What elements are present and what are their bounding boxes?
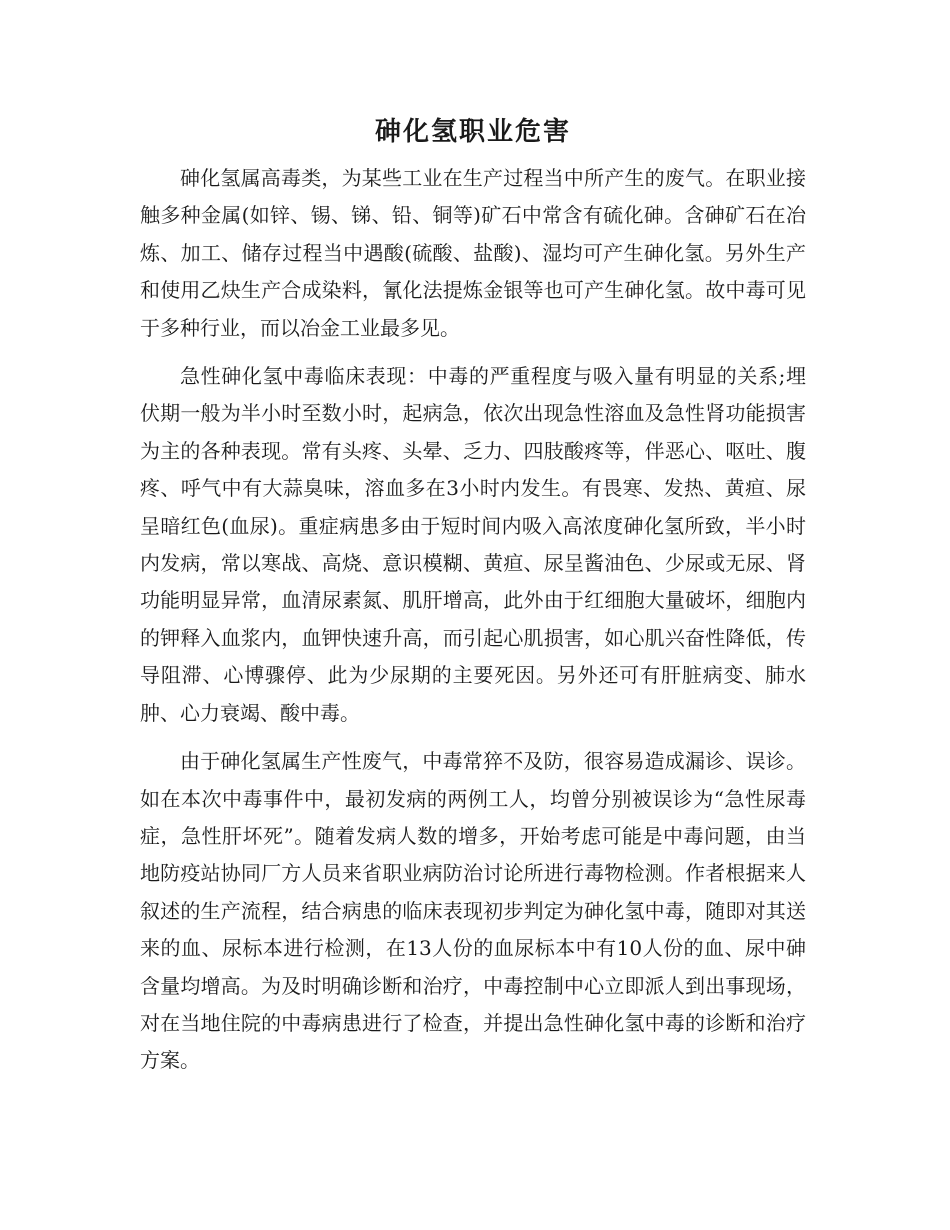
- paragraph-clinical-manifestations: 急性砷化氢中毒临床表现：中毒的严重程度与吸入量有明显的关系;埋伏期一般为半小时至数小时，起病急，依次出现急性溶血及急性肾功能损害为主的各种表现。常有头疼、头晕、乏力、四肢酸疼等，伴恶心、呕吐、腹疼、呼气中有大蒜臭味，溶血多在3小时内发生。有畏寒、发热、黄疸、尿呈暗红色(血尿)。重症病患多由于短时间内吸入高浓度砷化氢所致，半小时内发病，常以寒战、高烧、意识模糊、黄疸、尿呈酱油色、少尿或无尿、肾功能明显异常，血清尿素氮、肌肝增高，此外由于红细胞大量破坏，细胞内的钾释入血浆内，血钾快速升高，而引起心肌损害，如心肌兴奋性降低，传导阻滞、心博骤停、此为少尿期的主要死因。另外还可有肝脏病变、肺水肿、心力衰竭、酸中毒。: [140, 364, 806, 725]
- document-page: [140, 112, 806, 1091]
- paragraph-diagnosis-case: 由于砷化氢属生产性废气，中毒常猝不及防，很容易造成漏诊、误诊。如在本次中毒事件中，最初发病的两例工人，均曾分别被误诊为“急性尿毒症，急性肝坏死”。随着发病人数的增多，开始考虑可能是中毒问题，由当地防疫站协同厂方人员来省职业病防治讨论所进行毒物检测。作者根据来人叙述的生产流程，结合病患的临床表现初步判定为砷化氢中毒，随即对其送来的血、尿标本进行检测，在13人份的血尿标本中有10人份的血、尿中砷含量均增高。为及时明确诊断和治疗，中毒控制中心立即派人到出事现场，对在当地住院的中毒病患进行了检查，并提出急性砷化氢中毒的诊断和治疗方案。: [140, 749, 806, 1073]
- page-title: 砷化氢职业危害: [374, 117, 571, 147]
- paragraph-overview: 砷化氢属高毒类，为某些工业在生产过程当中所产生的废气。在职业接触多种金属(如锌、锡、锑、铅、铜等)矿石中常含有硫化砷。含砷矿石在冶炼、加工、储存过程当中遇酸(硫酸、盐酸)、湿均可产生砷化氢。另外生产和使用乙炔生产合成染料，氰化法提炼金银等也可产生砷化氢。故中毒可见于多种行业，而以冶金工业最多见。: [140, 166, 806, 340]
